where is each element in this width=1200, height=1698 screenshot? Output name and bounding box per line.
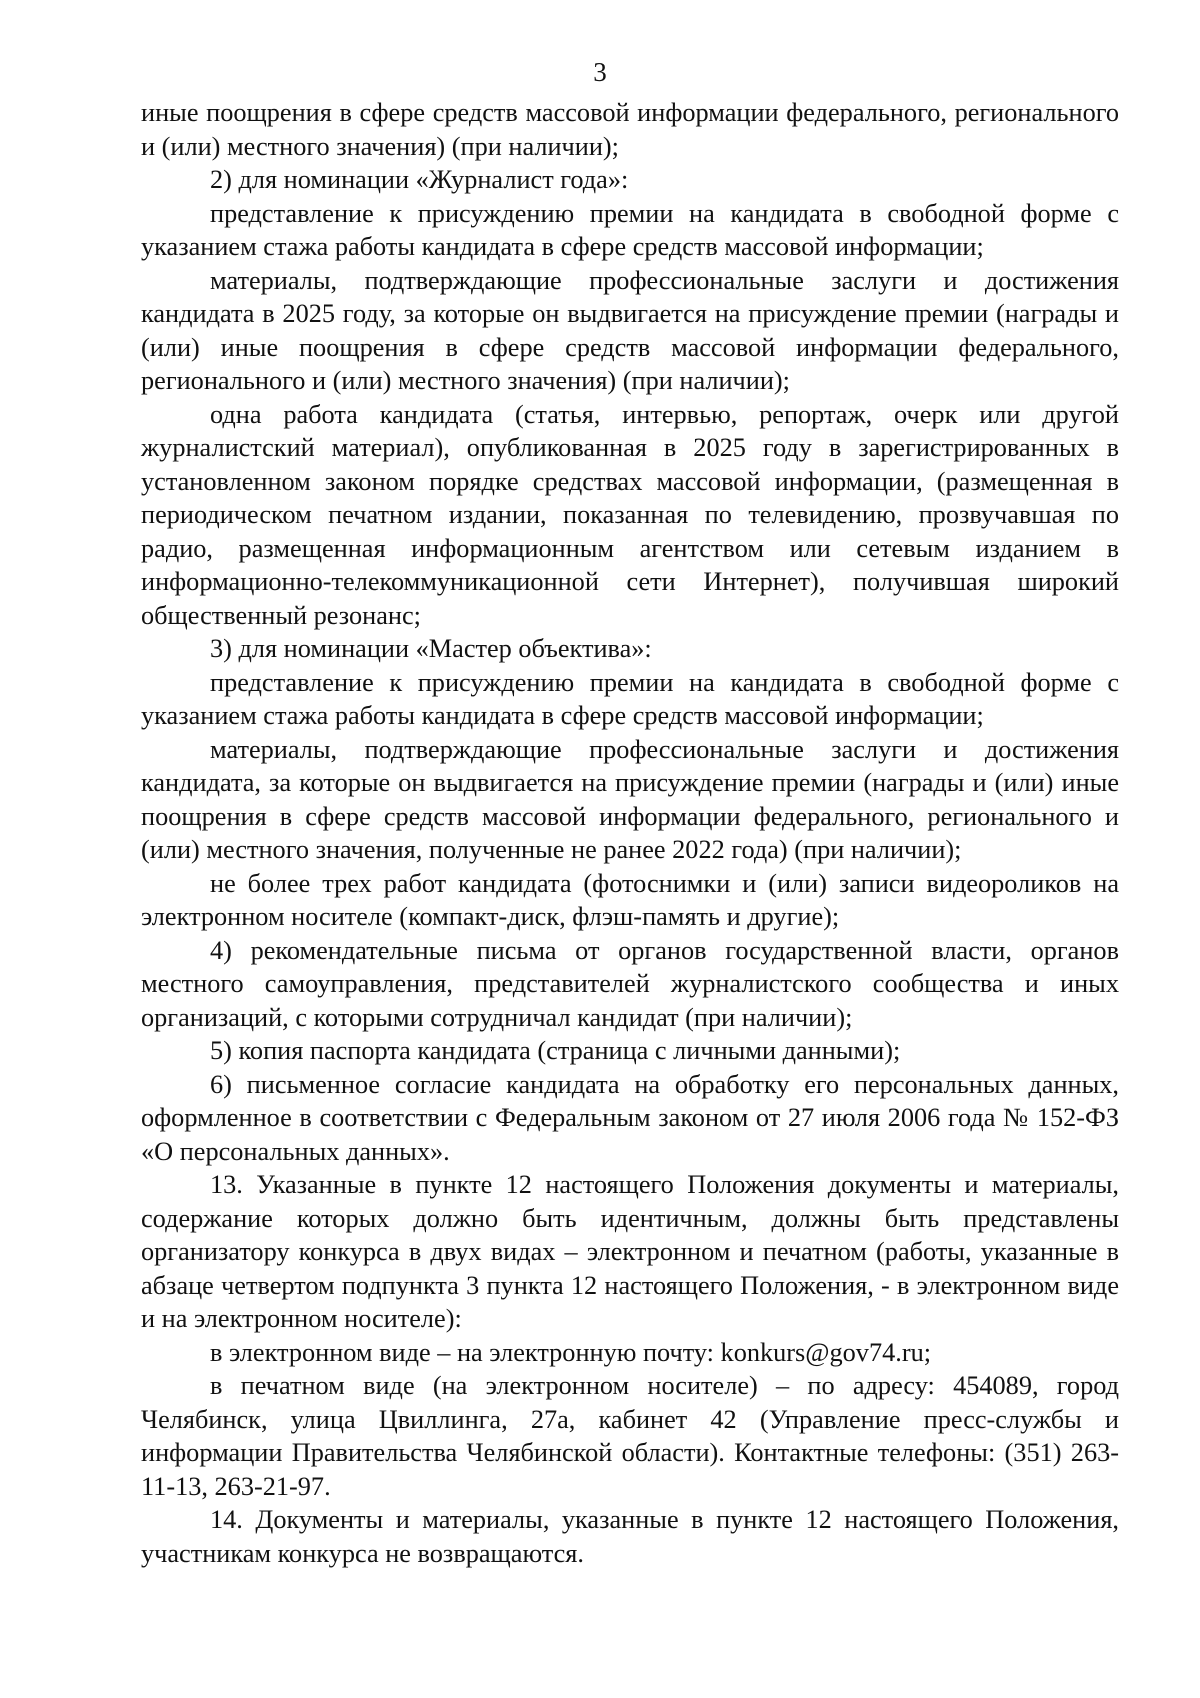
paragraph-address: в печатном виде (на электронном носителе) – по адресу: 454089, город Челябинск, улица Цвиллинга, 27а, кабинет 42 (Управление пресс-службы и информации Правительства Челябинской области). Контактные телефоны: (351) 263-11-13, 263-21-97.: [141, 1371, 1119, 1501]
paragraph: 6) письменное согласие кандидата на обработку его персональных данных, оформленное в соответствии с Федеральным законом от 27 июля 2006 года № 152-ФЗ «О персональных данных».: [141, 1069, 1119, 1166]
paragraph-nomination-lens-master: 3) для номинации «Мастер объектива»:: [210, 634, 652, 663]
paragraph: материалы, подтверждающие профессиональные заслуги и достижения кандидата, за которые он выдвигается на присуждение премии (награды и (или) иные поощрения в сфере средств массовой информации федерального, регионального и (или) местного значения, полученные не ранее 2022 года) (при наличии);: [141, 734, 1119, 864]
paragraph: представление к присуждению премии на кандидата в свободной форме с указанием стажа работы кандидата в сфере средств массовой информации;: [141, 198, 1119, 261]
paragraph: 5) копия паспорта кандидата (страница с личными данными);: [210, 1036, 901, 1065]
page-number: 3: [593, 57, 607, 87]
paragraph-continuation: иные поощрения в сфере средств массовой информации федерального, регионального и (или) местного значения) (при наличии);: [141, 98, 1119, 161]
document-body: [141, 96, 1119, 1570]
paragraph-email: в электронном виде – на электронную почту: konkurs@gov74.ru;: [210, 1337, 932, 1367]
paragraph: одна работа кандидата (статья, интервью, репортаж, очерк или другой журналистский материал), опубликованная в 2025 году в зарегистрированных в установленном законом порядке средствах массовой информации, (размещенная в периодическом печатном издании, показанная по телевидению, прозвучавшая по радио, размещенная информационным агентством или сетевым изданием в информационно-телекоммуникационной сети Интернет), получившая широкий общественный резонанс;: [141, 399, 1119, 630]
paragraph: представление к присуждению премии на кандидата в свободной форме с указанием стажа работы кандидата в сфере средств массовой информации;: [141, 667, 1119, 730]
paragraph: 4) рекомендательные письма от органов государственной власти, органов местного самоуправления, представителей журналистского сообщества и иных организаций, с которыми сотрудничал кандидат (при наличии);: [141, 935, 1119, 1032]
paragraph-item-13: 13. Указанные в пункте 12 настоящего Положения документы и материалы, содержание которых должно быть идентичным, должны быть представлены организатору конкурса в двух видах – электронном и печатном (работы, указанные в абзаце четвертом подпункта 3 пункта 12 настоящего Положения, - в электронном виде и на электронном носителе):: [141, 1170, 1119, 1333]
paragraph: материалы, подтверждающие профессиональные заслуги и достижения кандидата в 2025 году, за которые он выдвигается на присуждение премии (награды и (или) иные поощрения в сфере средств массовой информации федерального, регионального и (или) местного значения) (при наличии);: [141, 265, 1119, 395]
paragraph-nomination-journalist: 2) для номинации «Журналист года»:: [210, 165, 629, 194]
paragraph-item-14: 14. Документы и материалы, указанные в пункте 12 настоящего Положения, участникам конкурса не возвращаются.: [141, 1505, 1119, 1568]
paragraph: не более трех работ кандидата (фотоснимки и (или) записи видеороликов на электронном носителе (компакт-диск, флэш-память и другие);: [141, 868, 1119, 931]
